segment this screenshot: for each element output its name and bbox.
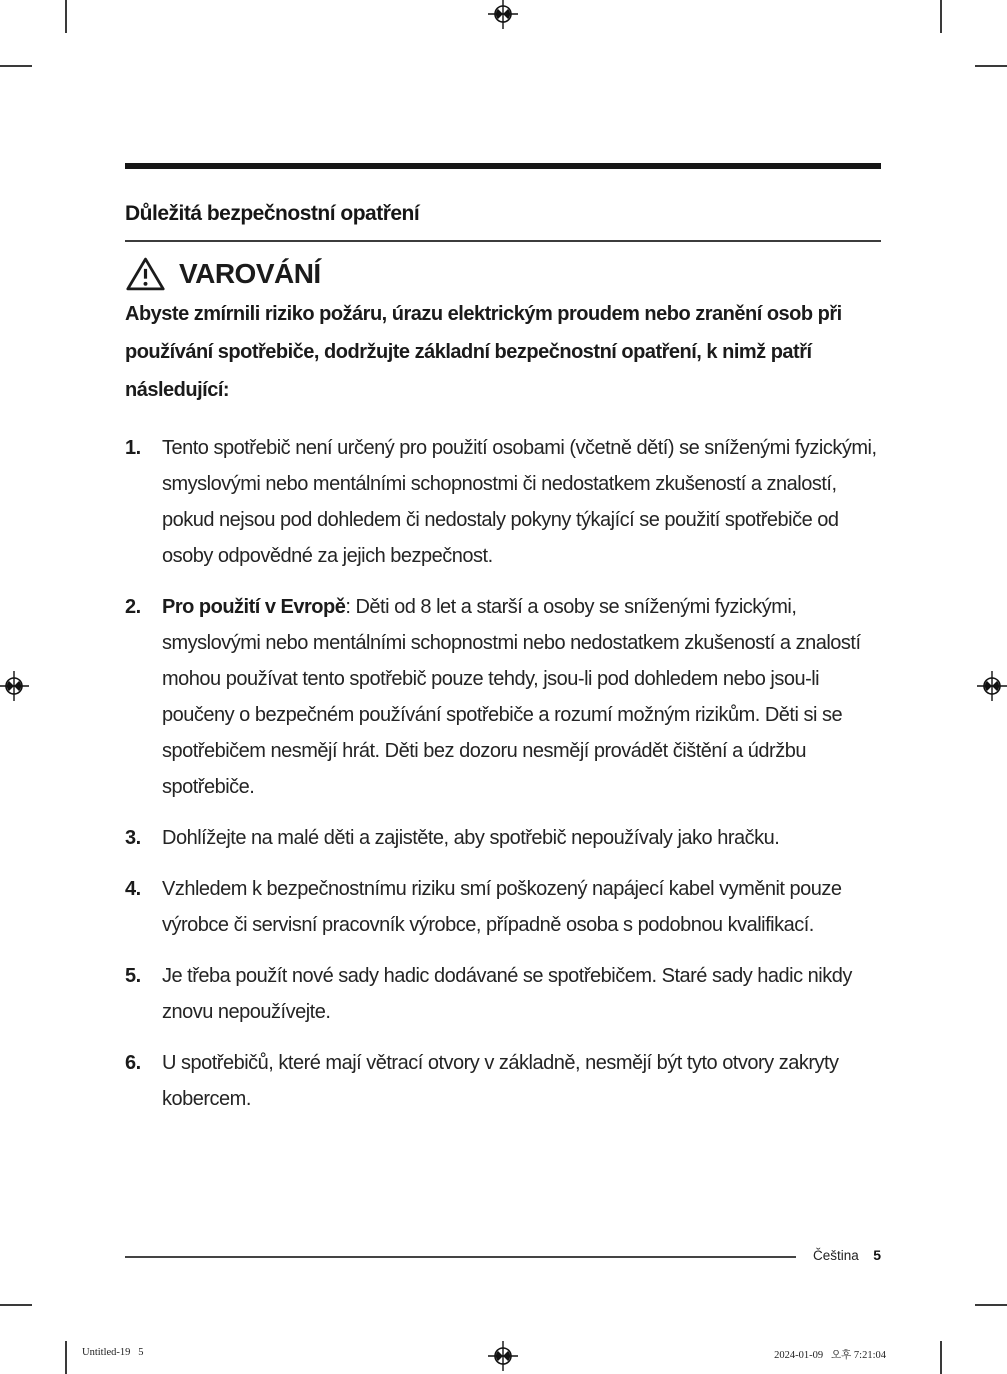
crop-mark — [0, 1304, 32, 1306]
item-text: Je třeba použít nové sady hadic dodávané se spotřebičem. Staré sady hadic nikdy znovu nepoužívejte. — [162, 965, 852, 1023]
registration-mark-icon — [0, 670, 30, 702]
registration-mark-icon — [487, 1340, 519, 1372]
item-number: 4. — [125, 878, 141, 900]
item-number: 6. — [125, 1052, 141, 1074]
footer-rule — [125, 1256, 796, 1258]
print-file-info: Untitled-19 5 — [82, 1347, 144, 1358]
print-timestamp: 2024-01-09 오후 7:21:04 — [774, 1350, 886, 1361]
warning-intro: Abyste zmírnili riziko požáru, úrazu elektrickým proudem nebo zranění osob při používání spotřebiče, dodržujte základní bezpečnostní opatření, k nimž patří následující: — [125, 303, 842, 401]
list-item — [125, 871, 881, 943]
crop-mark — [975, 65, 1007, 67]
list-item — [125, 1045, 881, 1117]
list-item — [125, 958, 881, 1030]
safety-instructions-list — [125, 430, 881, 1132]
item-number: 5. — [125, 965, 141, 987]
registration-mark-icon — [976, 670, 1007, 702]
registration-mark-icon — [487, 0, 519, 30]
item-number: 3. — [125, 827, 141, 849]
crop-mark — [975, 1304, 1007, 1306]
footer-language: Čeština — [813, 1248, 859, 1263]
item-text: Vzhledem k bezpečnostnímu riziku smí poškozený napájecí kabel vyměnit pouze výrobce či servisní pracovník výrobce, případně osoba s podobnou kvalifikací. — [162, 878, 842, 936]
item-text: Dohlížejte na malé děti a zajistěte, aby spotřebič nepoužívaly jako hračku. — [162, 827, 780, 849]
crop-mark — [940, 0, 942, 33]
list-item — [125, 589, 881, 805]
crop-mark — [940, 1341, 942, 1374]
crop-mark — [65, 0, 67, 33]
crop-mark — [65, 1341, 67, 1374]
warning-header — [125, 256, 321, 292]
item-text: Tento spotřebič není určený pro použití osobami (včetně dětí) se sníženými fyzickými, smyslovými nebo mentálními schopnostmi či nedostatkem zkušeností a znalostí, pokud nejsou pod dohledem či nedostaly pokyny týkající se použití spotřebiče od osoby odpovědné za jejich bezpečnost. — [162, 437, 877, 567]
footer-page-number: 5 — [873, 1247, 881, 1263]
item-text: Pro použití v Evropě: Děti od 8 let a starší a osoby se sníženými fyzickými, smyslovými nebo mentálními schopnostmi nebo nedostatkem zkušeností a znalostí mohou používat tento spotřebič pouze tehdy, jsou-li pod dohledem nebo jsou-li poučeny o bezpečném používání spotřebiče a rozumí možným rizikům. Děti si se spotřebičem nesmějí hrát. Děti bez dozoru nesmějí provádět čištění a údržbu spotřebiče. — [162, 596, 861, 798]
item-number: 2. — [125, 596, 141, 618]
list-item — [125, 430, 881, 574]
section-title: Důležitá bezpečnostní opatření — [125, 202, 420, 225]
item-text: U spotřebičů, které mají větrací otvory v základně, nesmějí být tyto otvory zakryty kobercem. — [162, 1052, 839, 1110]
item-number: 1. — [125, 437, 141, 459]
warning-label: VAROVÁNÍ — [179, 258, 321, 289]
top-rule — [125, 163, 881, 169]
crop-mark — [0, 65, 32, 67]
warning-triangle-icon — [125, 256, 166, 292]
section-title-rule — [125, 240, 881, 242]
list-item — [125, 820, 881, 856]
